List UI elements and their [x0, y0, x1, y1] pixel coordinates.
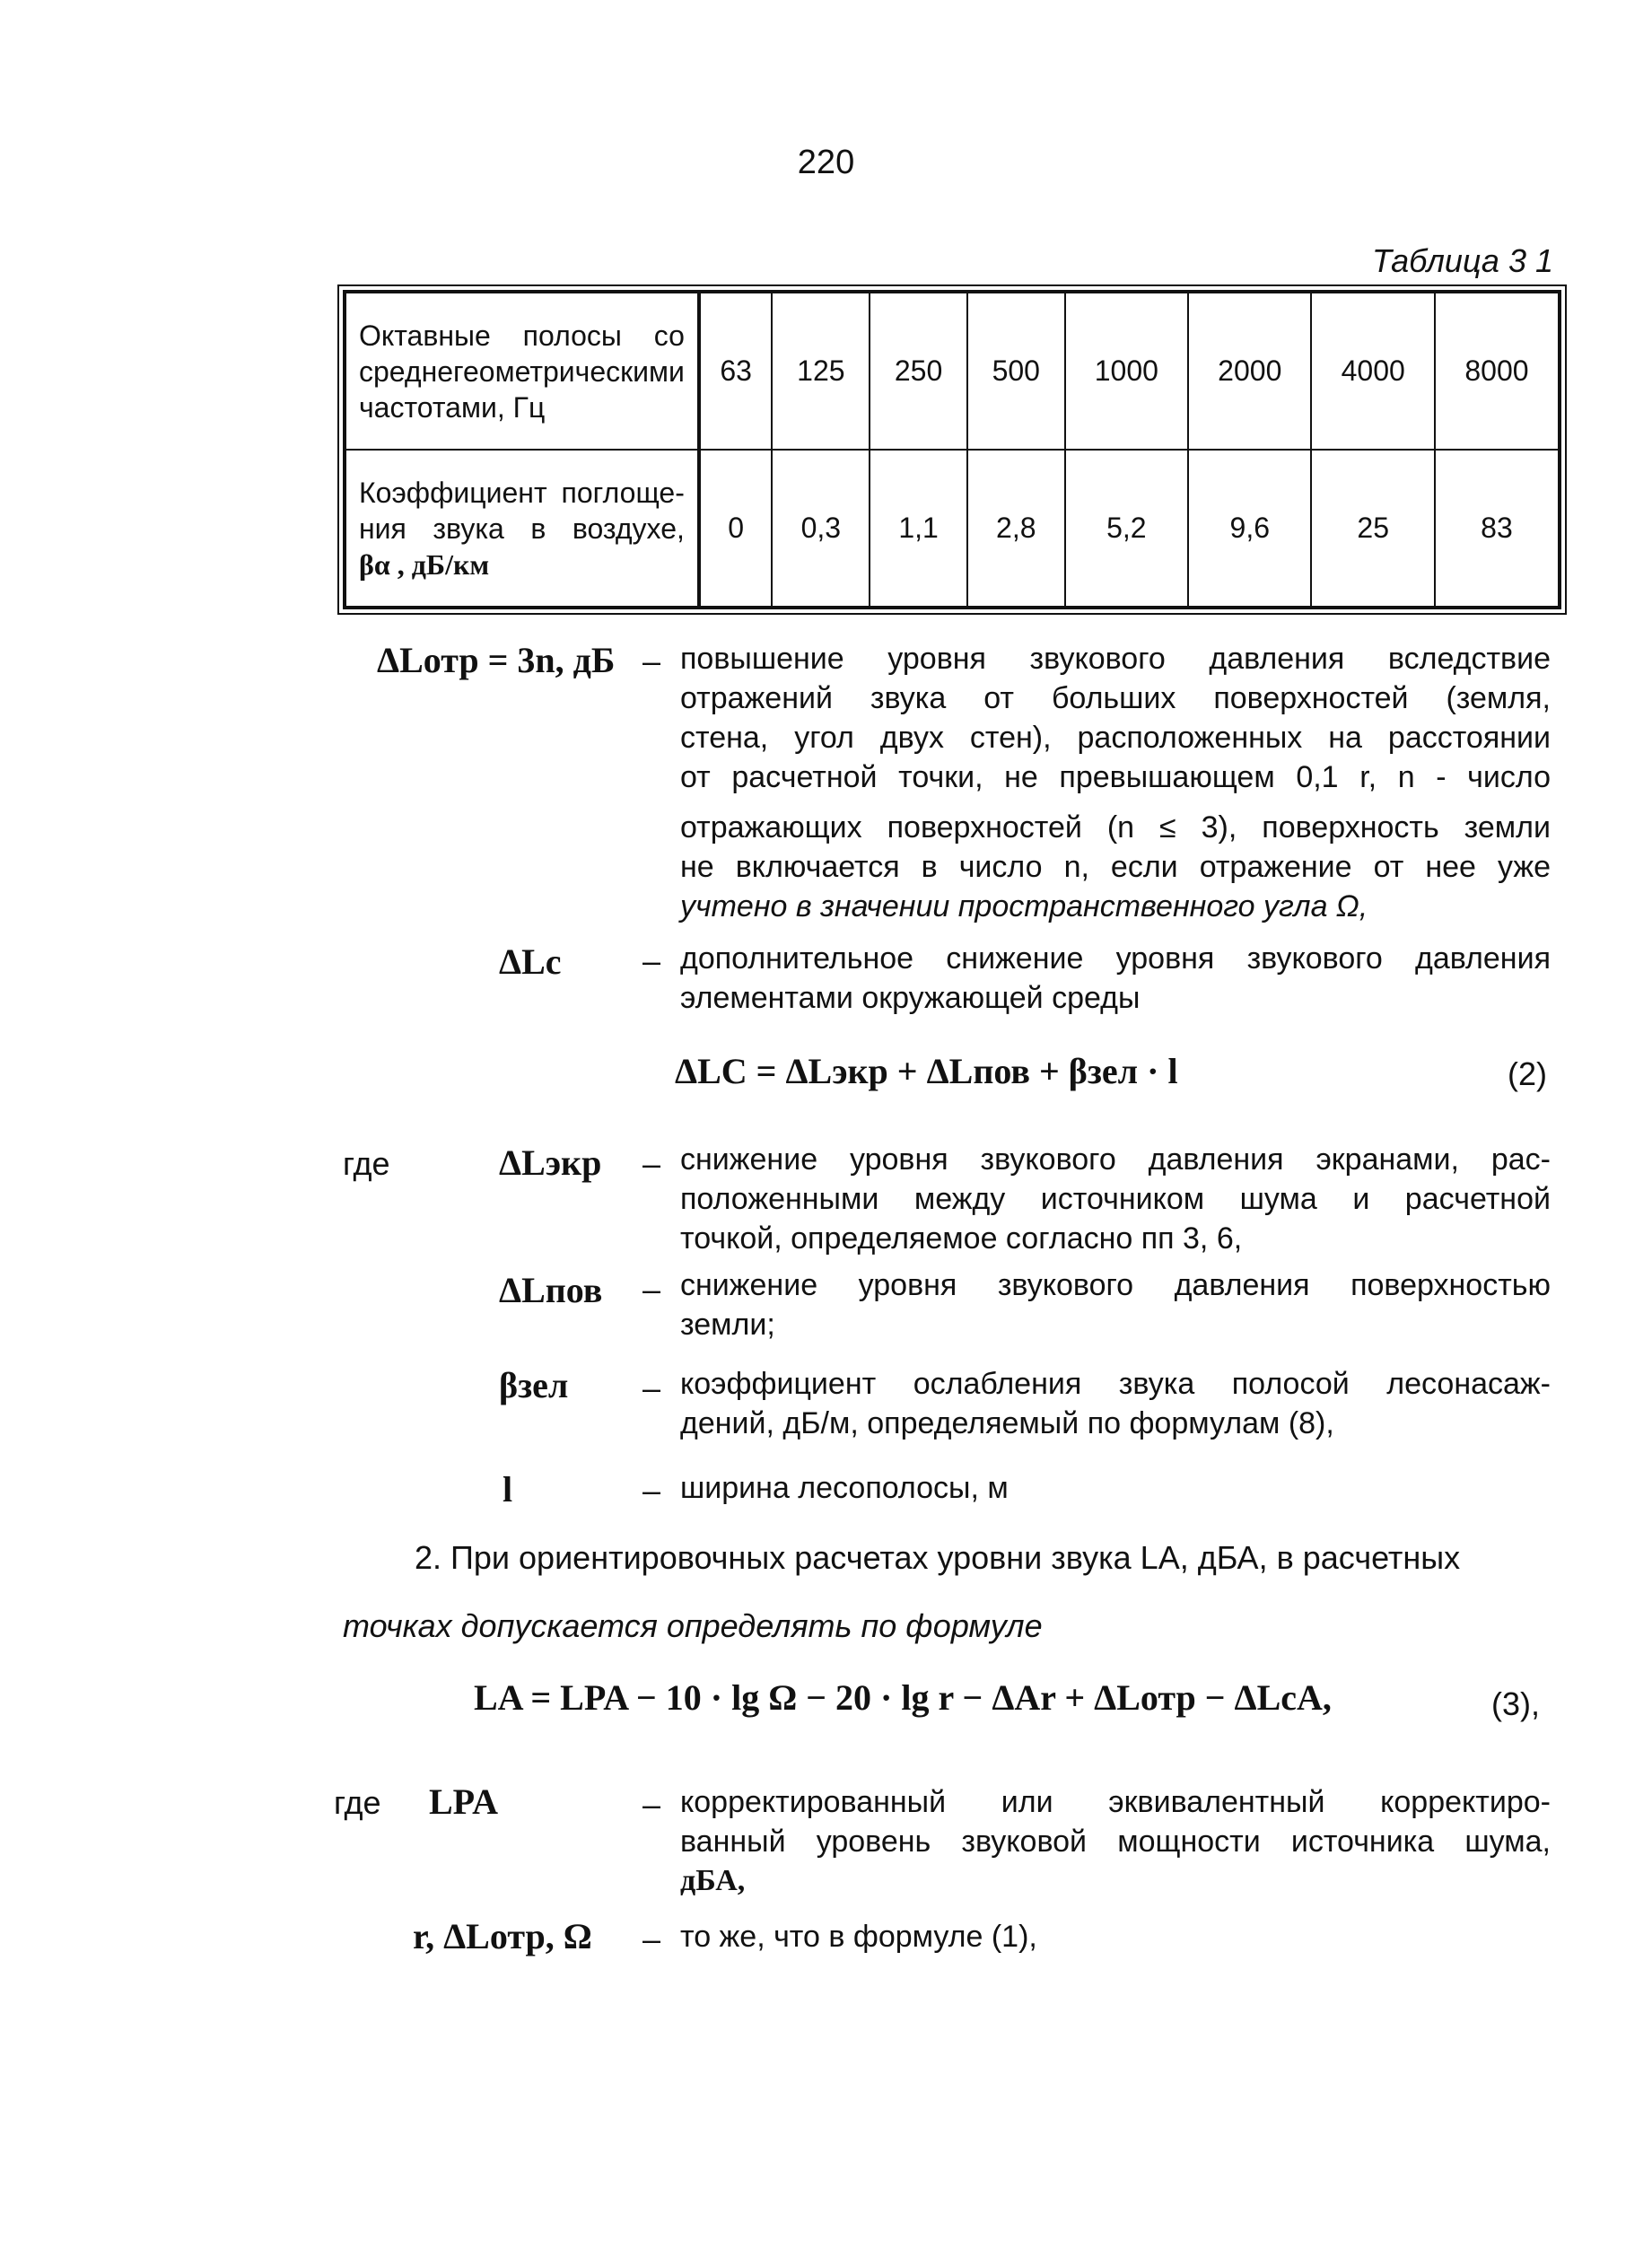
table-cell: 0,3: [772, 450, 870, 608]
formula-2: ΔLC = ΔLэкр + ΔLпов + βзел · l: [675, 1051, 1178, 1091]
header-line: Коэффициент поглоще-: [359, 476, 685, 509]
symbol-dL-c: ΔLc: [499, 941, 562, 982]
definition-dash: –: [642, 1921, 661, 1957]
octave-band-table: [343, 290, 1561, 609]
definition-dash: –: [642, 1472, 661, 1509]
definition-dash: –: [642, 942, 661, 979]
text-line: точкой, определяемое согласно пп 3, 6,: [680, 1221, 1243, 1256]
definition-dash: –: [642, 1370, 661, 1406]
text-line: стена, угол двух стен), расположенных на расстоянии: [680, 721, 1551, 755]
equation-number-2: (2): [1508, 1055, 1547, 1092]
text-line: дБА,: [680, 1864, 746, 1897]
definition-dash: –: [642, 643, 661, 679]
table-caption: Таблица 3 1: [1371, 242, 1553, 279]
table-cell: 1,1: [870, 450, 967, 608]
text-line: положенными между источником шума и расчетной: [680, 1182, 1551, 1216]
header-line: βα , дБ/км: [359, 547, 490, 581]
header-line: ния звука в воздухе,: [359, 512, 685, 545]
table-row-header: [345, 450, 699, 608]
equation-number-3: (3),: [1491, 1685, 1540, 1722]
table-cell: 4000: [1311, 292, 1434, 450]
definition-same-as-formula-1: [680, 1917, 1551, 1956]
text-line: элементами окружающей среды: [680, 981, 1141, 1015]
symbol-dL-otr: ΔLотр = 3n, дБ: [377, 640, 616, 680]
definition-dL-pov: [680, 1265, 1551, 1344]
page-number: 220: [797, 144, 855, 181]
definition-dL-ekr: [680, 1140, 1551, 1258]
formula-3: LA = LPA − 10 · lg Ω − 20 · lg r − ΔAr + ΔLотр − ΔLcA,: [474, 1677, 1332, 1718]
definition-dash: –: [642, 1145, 661, 1182]
symbol-LPA: LPA: [429, 1781, 499, 1822]
text-line: ширина лесополосы, м: [680, 1471, 1009, 1505]
text-line: дополнительное снижение уровня звукового давления: [680, 941, 1551, 976]
where-label: где: [343, 1145, 390, 1182]
table-cell: 2000: [1188, 292, 1311, 450]
text-line: коэффициент ослабления звука полосой лесонасаж-: [680, 1367, 1551, 1401]
symbol-dL-ekr: ΔLэкр: [499, 1142, 602, 1183]
definition-dash: –: [642, 1786, 661, 1823]
table-cell: 9,6: [1188, 450, 1311, 608]
header-line: Октавные полосы со: [359, 319, 685, 352]
text-line: не включается в число n, если отражение от нее уже: [680, 850, 1551, 884]
table-cell: 25: [1311, 450, 1434, 608]
text-line: повышение уровня звукового давления вследствие: [680, 642, 1551, 676]
header-line: частотами, Гц: [359, 390, 546, 424]
header-line: среднегеометрическими: [359, 354, 685, 388]
table-cell: 2,8: [967, 450, 1065, 608]
table-cell: 1000: [1065, 292, 1188, 450]
table-cell: 8000: [1435, 292, 1560, 450]
text-line: дений, дБ/м, определяемый по формулам (8),: [680, 1406, 1334, 1440]
table-cell: 5,2: [1065, 450, 1188, 608]
table-row: [345, 292, 1560, 450]
definition-dL-otr: [680, 639, 1551, 926]
text-line: земли;: [680, 1308, 775, 1342]
text-line: корректированный или эквивалентный корректиро-: [680, 1785, 1551, 1819]
text-line: учтено в значении пространственного угла Ω,: [680, 889, 1368, 923]
text-line: отражений звука от больших поверхностей (земля,: [680, 681, 1551, 715]
table-cell: 125: [772, 292, 870, 450]
definition-dash: –: [642, 1271, 661, 1308]
table-cell: 83: [1435, 450, 1560, 608]
text-line: отражающих поверхностей (n ≤ 3), поверхность земли: [680, 810, 1551, 845]
text-line: ванный уровень звуковой мощности источника шума,: [680, 1825, 1551, 1859]
table-cell: 500: [967, 292, 1065, 450]
paragraph-2-line-2: точках допускается определять по формуле: [343, 1607, 1043, 1644]
text-line: снижение уровня звукового давления экранами, рас-: [680, 1142, 1551, 1177]
paragraph-2-line-1: 2. При ориентировочных расчетах уровни звука LA, дБА, в расчетных: [415, 1539, 1461, 1576]
where-label: где: [334, 1784, 381, 1821]
definition-LPA: [680, 1782, 1551, 1901]
table-row-header: [345, 292, 699, 450]
definition-beta-zel: [680, 1364, 1551, 1443]
table-cell: 0: [699, 450, 773, 608]
table-cell: 63: [699, 292, 773, 450]
definition-dL-c: [680, 939, 1551, 1018]
text-line: от расчетной точки, не превышающем 0,1 r, n - число: [680, 760, 1551, 794]
table-row: [345, 450, 1560, 608]
text-line: снижение уровня звукового давления поверхностью: [680, 1268, 1551, 1302]
symbol-r-dLotr-omega: r, ΔLотр, Ω: [413, 1916, 592, 1956]
symbol-beta-zel: βзел: [499, 1365, 569, 1405]
symbol-l: l: [503, 1469, 513, 1510]
text-line: то же, что в формуле (1),: [680, 1920, 1037, 1954]
definition-l: [680, 1468, 1551, 1508]
symbol-dL-pov: ΔLпов: [499, 1270, 603, 1310]
table-cell: 250: [870, 292, 967, 450]
